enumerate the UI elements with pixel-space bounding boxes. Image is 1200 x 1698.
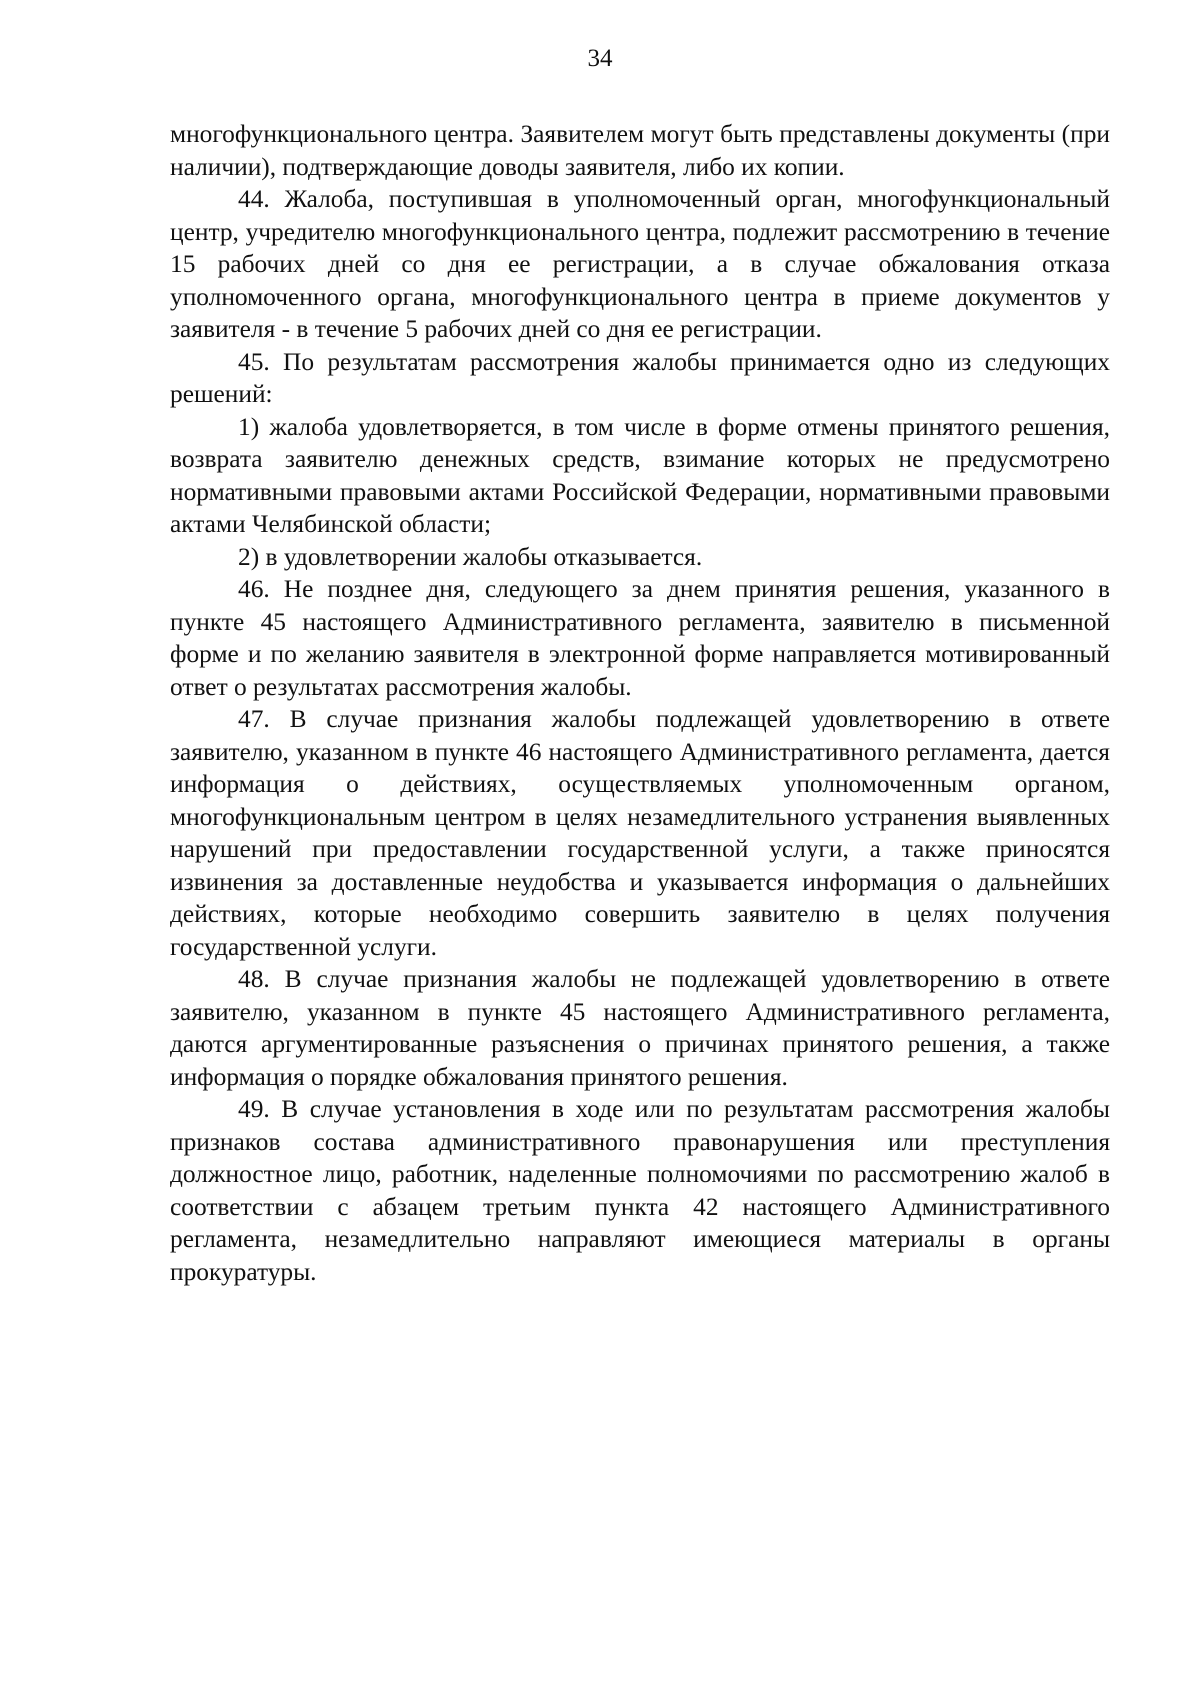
paragraph-45: 45. По результатам рассмотрения жалобы принимается одно из следующих решений: — [170, 347, 1110, 408]
paragraph-49: 49. В случае установления в ходе или по результатам рассмотрения жалобы признаков состава административного правонарушения или преступления должностное лицо, работник, наделенные полномочиями по рассмотрению жалоб в соответствии с абзацем третьим пункта 42 настоящего Административного регламента, незамедлительно направляют имеющиеся материалы в органы прокуратуры. — [170, 1095, 1110, 1286]
paragraph-continuation: многофункционального центра. Заявителем могут быть представлены документы (при наличии), подтверждающие доводы заявителя, либо их копии. — [170, 120, 1110, 181]
paragraph-46: 46. Не позднее дня, следующего за днем принятия решения, указанного в пункте 45 настоящего Административного регламента, заявителю в письменной форме и по желанию заявителя в электронной форме направляется мотивированный ответ о результатах рассмотрения жалобы. — [170, 575, 1110, 701]
paragraph-45-item-1: 1) жалоба удовлетворяется, в том числе в форме отмены принятого решения, возврата заявителю денежных средств, взимание которых не предусмотрено нормативными правовыми актами Российской Федерации, нормативными правовыми актами Челябинской области; — [170, 412, 1110, 538]
paragraph-47: 47. В случае признания жалобы подлежащей удовлетворению в ответе заявителю, указанном в пункте 46 настоящего Административного регламента, дается информация о действиях, осуществляемых уполномоченным органом, многофункциональным центром в целях незамедлительного устранения выявленных нарушений при предоставлении государственной услуги, а также приносятся извинения за доставленные неудобства и указывается информация о дальнейших действиях, которые необходимо совершить заявителю в целях получения государственной услуги. — [170, 705, 1110, 961]
page-number: 34 — [587, 45, 613, 72]
paragraph-45-item-2: 2) в удовлетворении жалобы отказывается. — [238, 542, 703, 571]
document-body — [170, 118, 1110, 1288]
paragraph-48: 48. В случае признания жалобы не подлежащей удовлетворению в ответе заявителю, указанном в пункте 45 настоящего Административного регламента, даются аргументированные разъяснения о причинах принятого решения, а также информация о порядке обжалования принятого решения. — [170, 965, 1110, 1091]
paragraph-44: 44. Жалоба, поступившая в уполномоченный орган, многофункциональный центр, учредителю многофункционального центра, подлежит рассмотрению в течение 15 рабочих дней со дня ее регистрации, а в случае обжалования отказа уполномоченного органа, многофункционального центра в приеме документов у заявителя - в течение 5 рабочих дней со дня ее регистрации. — [170, 185, 1110, 343]
